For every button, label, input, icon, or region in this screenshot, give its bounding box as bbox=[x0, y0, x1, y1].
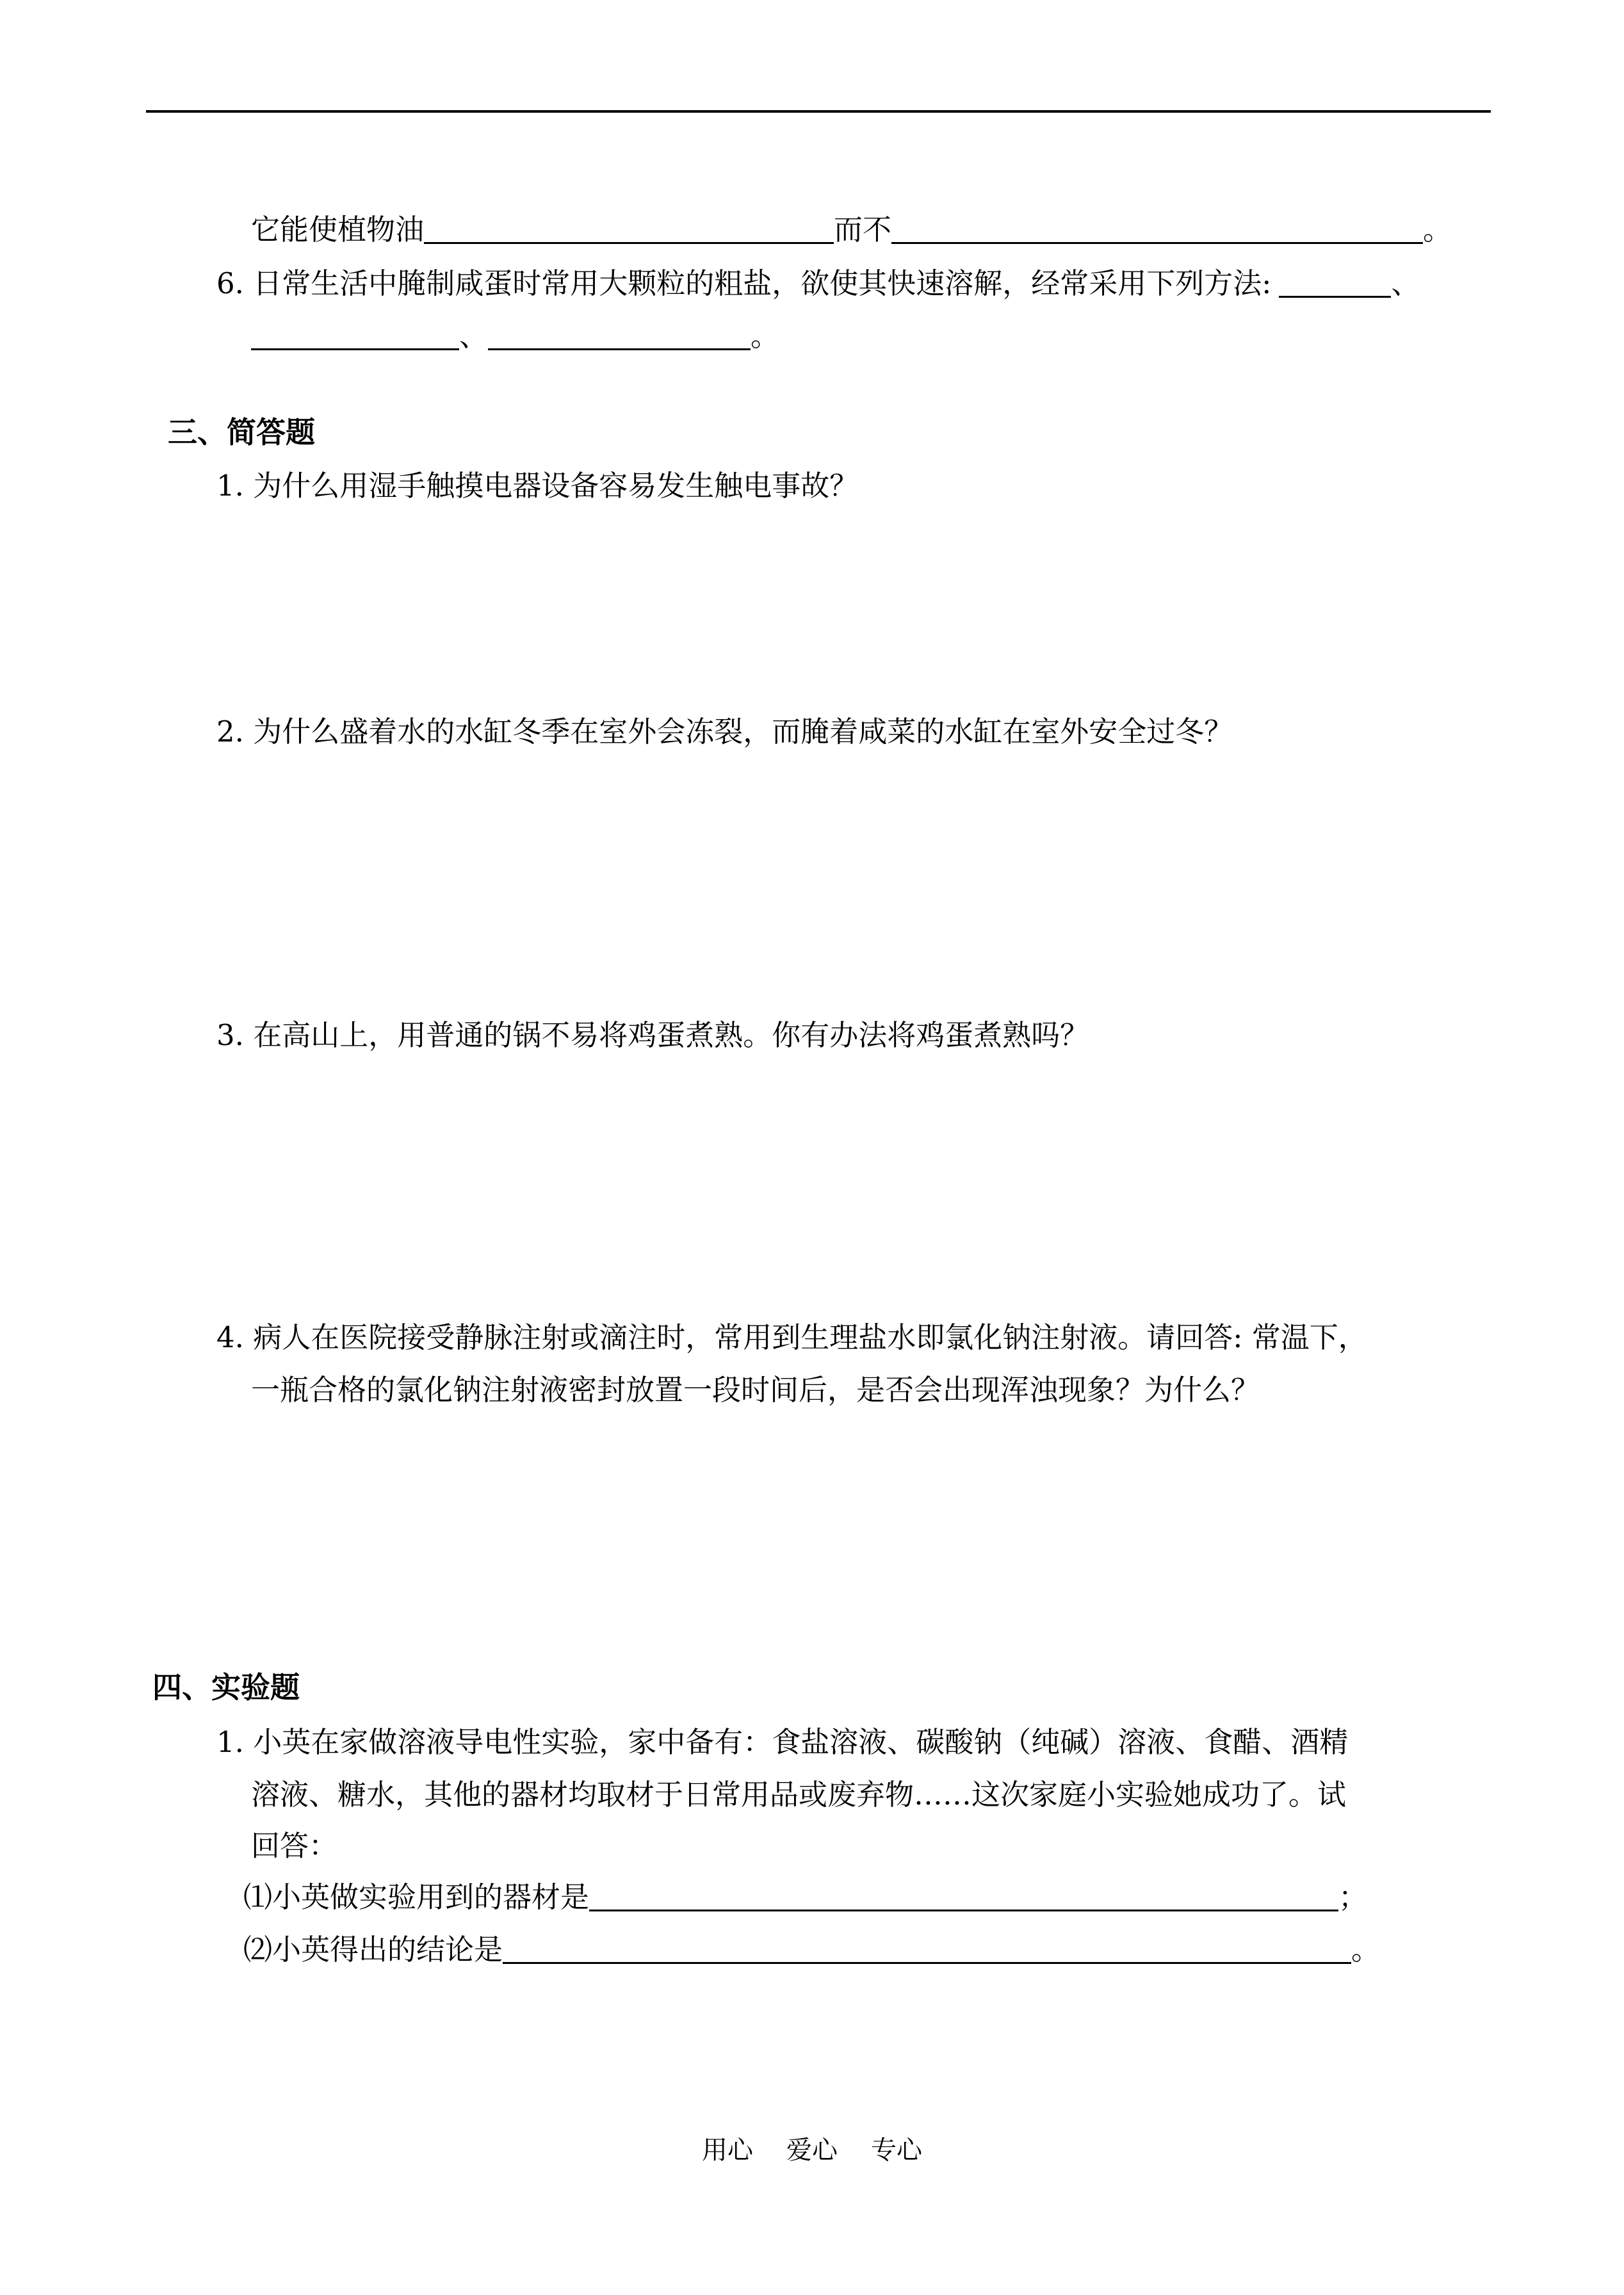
header-rule bbox=[146, 110, 1491, 113]
s4-q1-line-3: 回答： bbox=[251, 1829, 338, 1863]
q5-prefix: 它能使植物油 bbox=[251, 213, 425, 247]
s4-q1-line-1: 1. 小英在家做溶液导电性实验，家中备有：食盐溶液、碳酸钠（纯碱）溶液、食醋、酒精 bbox=[216, 1725, 1349, 1759]
q6-blank-2[interactable] bbox=[251, 323, 459, 350]
q6-text: 6. 日常生活中腌制咸蛋时常用大颗粒的粗盐，欲使其快速溶解，经常采用下列方法: bbox=[216, 266, 1272, 300]
section4-title: 四、实验题 bbox=[152, 1670, 300, 1705]
s4-sub2-blank[interactable] bbox=[503, 1936, 1351, 1964]
q6-blank-3[interactable] bbox=[488, 323, 751, 350]
q5-blank-2[interactable] bbox=[891, 216, 1423, 244]
s4-sub1-label: ⑴小英做实验用到的器材是 bbox=[243, 1880, 590, 1914]
s4-sub2-label: ⑵小英得出的结论是 bbox=[243, 1933, 503, 1967]
s4-sub1-end: ； bbox=[1338, 1880, 1368, 1914]
s4-sub1-line bbox=[243, 1880, 1368, 1914]
q5-end: 。 bbox=[1423, 213, 1452, 247]
q6-blank-1[interactable] bbox=[1279, 270, 1391, 298]
q6-end: 。 bbox=[751, 319, 780, 353]
s3-question-3: 3. 在高山上，用普通的锅不易将鸡蛋煮熟。你有办法将鸡蛋煮熟吗？ bbox=[216, 1018, 1089, 1052]
q5-continued-line bbox=[251, 213, 1452, 247]
q5-middle: 而不 bbox=[834, 213, 892, 247]
s4-sub1-blank[interactable] bbox=[589, 1884, 1338, 1911]
footer-item: 专心 bbox=[871, 2136, 922, 2165]
s3-question-2: 2. 为什么盛着水的水缸冬季在室外会冻裂，而腌着咸菜的水缸在室外安全过冬？ bbox=[216, 715, 1233, 749]
section3-title: 三、简答题 bbox=[168, 415, 315, 450]
q6-line-1 bbox=[216, 266, 1420, 300]
q6-sep2: 、 bbox=[459, 319, 489, 353]
q6-line-2 bbox=[251, 319, 780, 353]
s4-sub2-line bbox=[243, 1933, 1381, 1967]
footer-item: 用心 bbox=[702, 2136, 753, 2165]
s4-sub2-end: 。 bbox=[1351, 1933, 1381, 1967]
q6-sep1: 、 bbox=[1391, 266, 1420, 300]
page-footer bbox=[702, 2130, 922, 2166]
s4-q1-line-2: 溶液、糖水，其他的器材均取材于日常用品或废弃物……这次家庭小实验她成功了。试 bbox=[251, 1778, 1347, 1812]
s3-question-1: 1. 为什么用湿手触摸电器设备容易发生触电事故？ bbox=[216, 469, 859, 503]
footer-item: 爱心 bbox=[786, 2136, 838, 2165]
q5-blank-1[interactable] bbox=[424, 216, 834, 244]
s3-question-4: 4. 病人在医院接受静脉注射或滴注时，常用到生理盐水即氯化钠注射液。请回答: 常温下， bbox=[216, 1320, 1367, 1354]
s3-question-4-line2: 一瓶合格的氯化钠注射液密封放置一段时间后，是否会出现浑浊现象？为什么？ bbox=[251, 1373, 1260, 1407]
